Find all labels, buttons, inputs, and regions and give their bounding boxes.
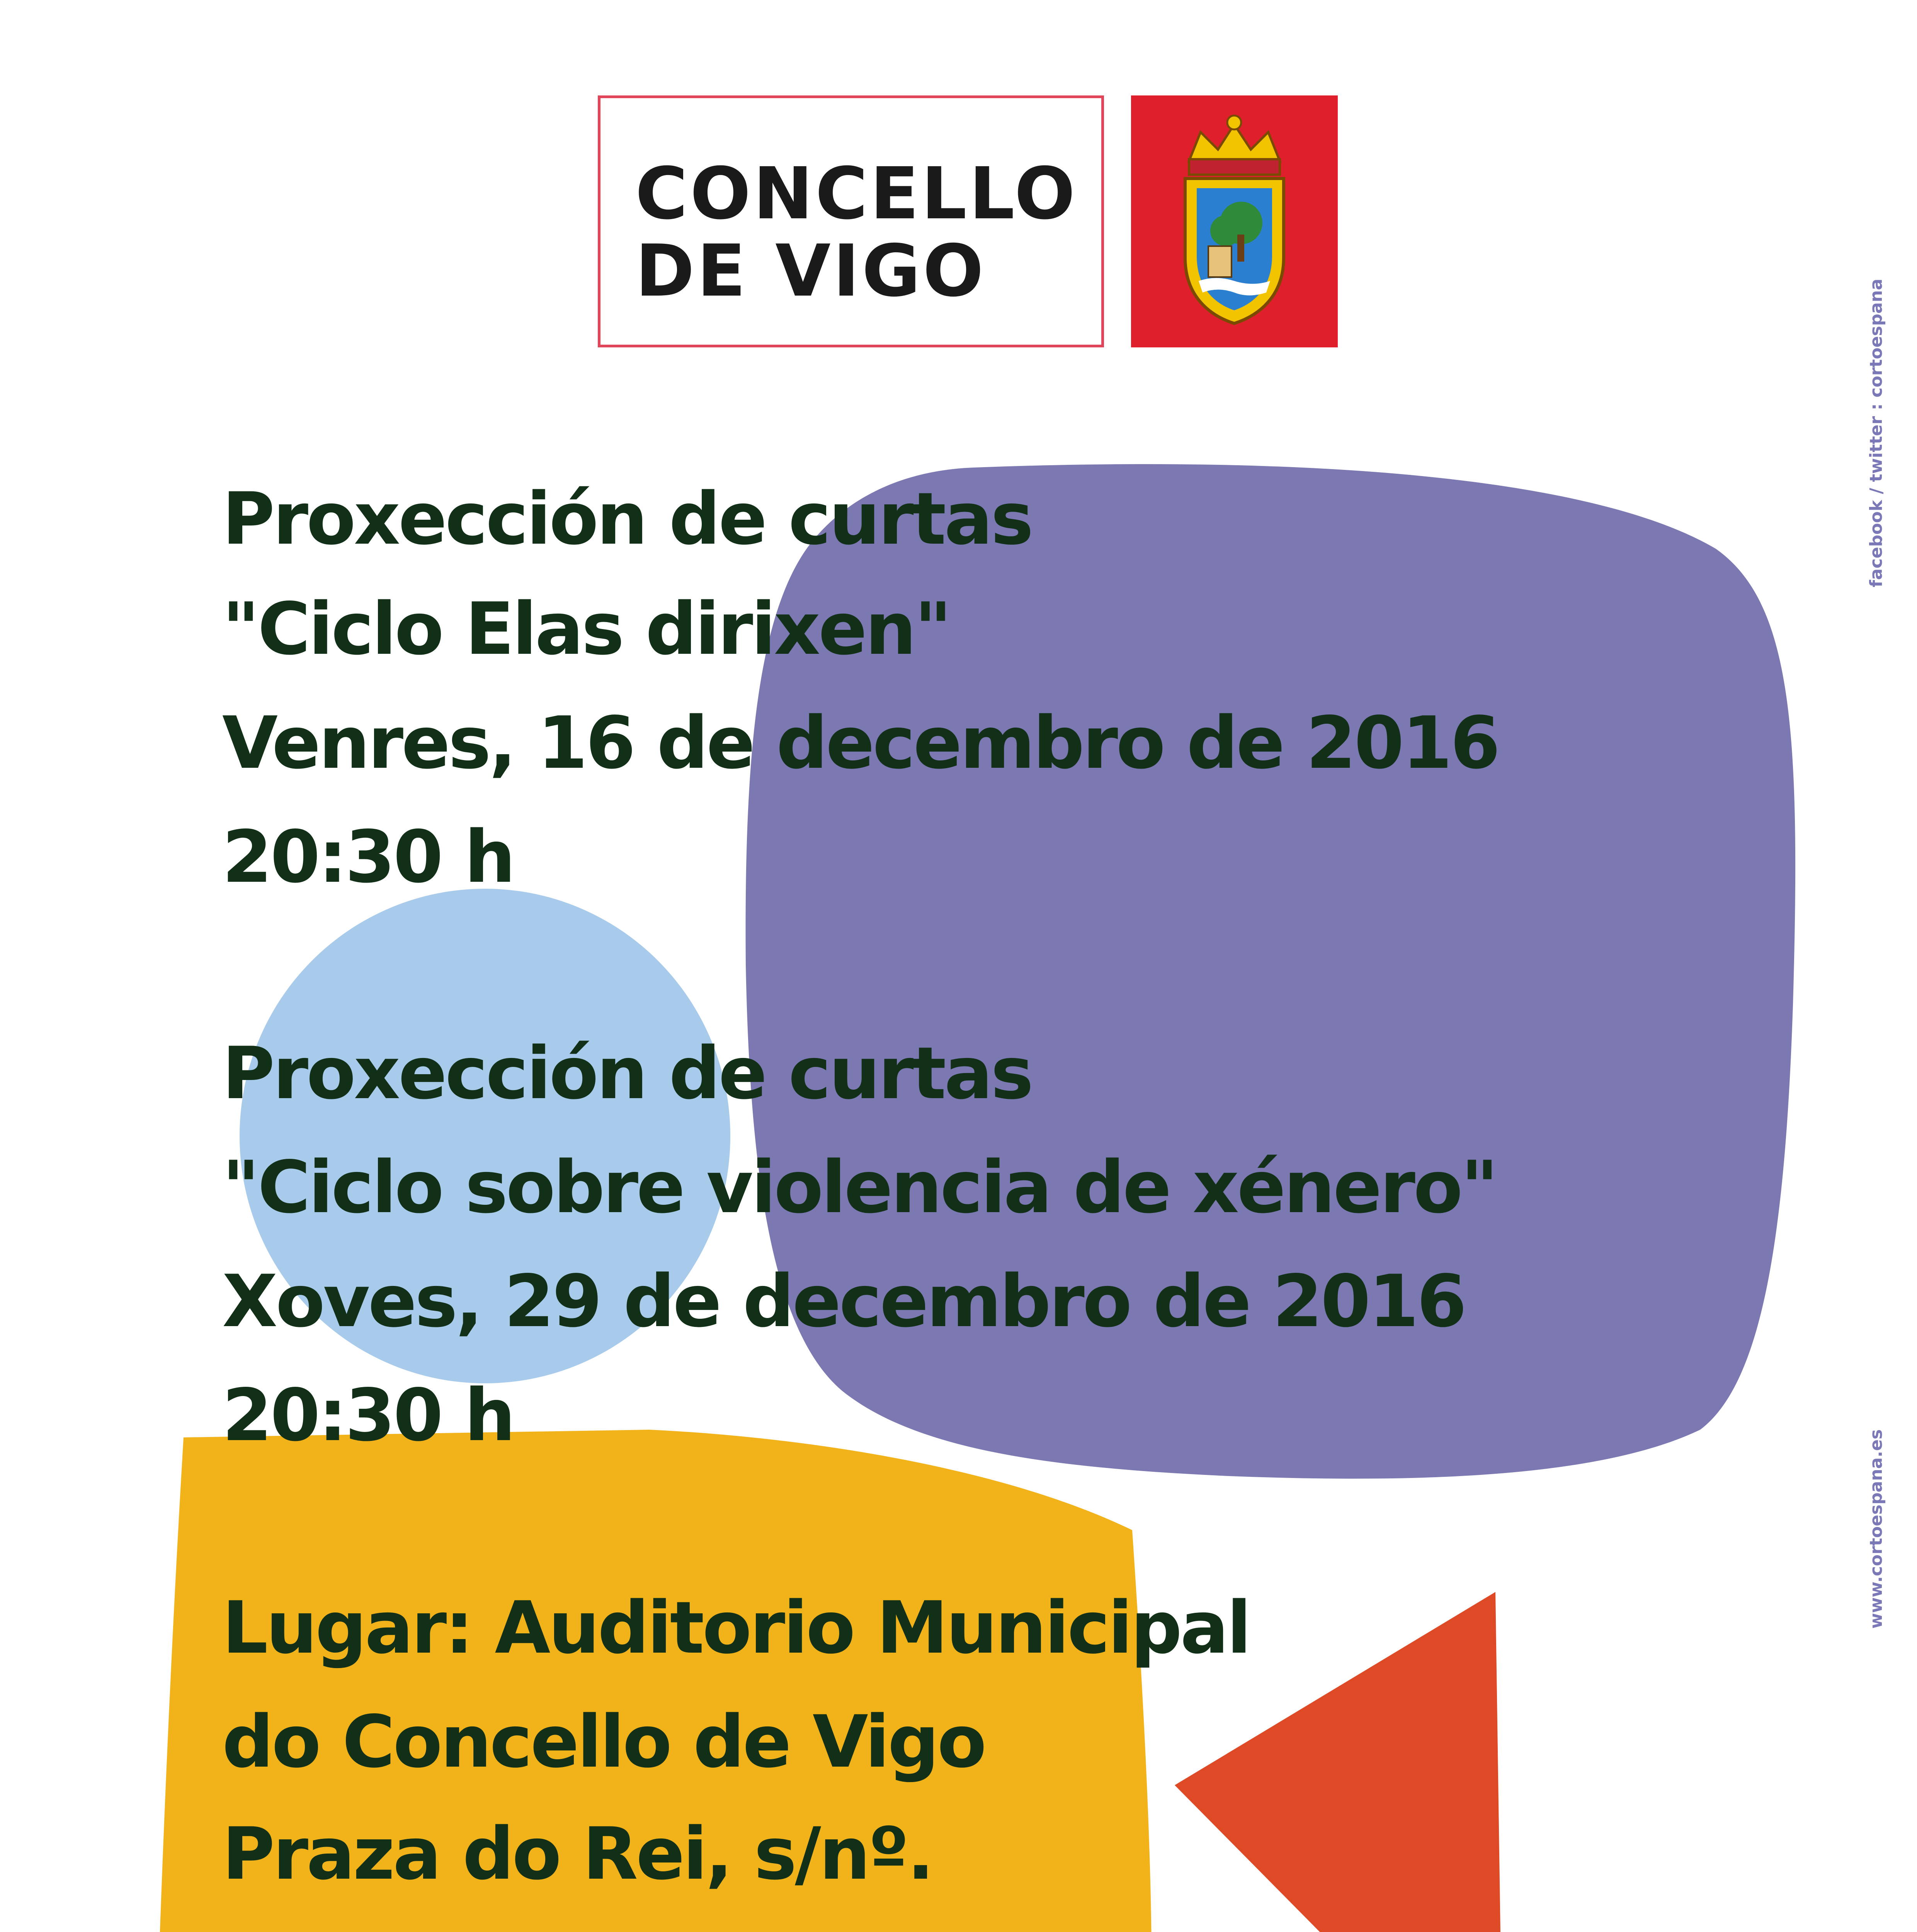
venue-line2: do Concello de Vigo xyxy=(222,1700,985,1784)
event1-title: Proxección de curtas xyxy=(222,477,1032,561)
event2-time: 20:30 h xyxy=(222,1373,514,1457)
org-name-line2: DE VIGO xyxy=(635,229,986,313)
org-name-line1: CONCELLO xyxy=(635,152,1078,235)
venue-line1: Lugar: Auditorio Municipal xyxy=(222,1586,1250,1670)
event1-subtitle: "Ciclo Elas dirixen" xyxy=(222,587,950,671)
venue-line3: Praza do Rei, s/nº. xyxy=(222,1812,932,1896)
event1-date: Venres, 16 de decembro de 2016 xyxy=(222,701,1499,785)
coat-of-arms-badge xyxy=(1131,95,1338,347)
social-handles: facebook / twitter : cortoespana xyxy=(1866,279,1886,587)
coat-of-arms-icon xyxy=(1131,95,1338,347)
event1-time: 20:30 h xyxy=(222,815,514,899)
event2-date: Xoves, 29 de decembro de 2016 xyxy=(222,1259,1465,1343)
website-url: www.cortoespana.es xyxy=(1866,1429,1886,1629)
event2-title: Proxección de curtas xyxy=(222,1031,1032,1115)
concello-logo-wordmark xyxy=(598,95,1104,347)
event2-subtitle: "Ciclo sobre violencia de xénero" xyxy=(222,1145,1497,1229)
